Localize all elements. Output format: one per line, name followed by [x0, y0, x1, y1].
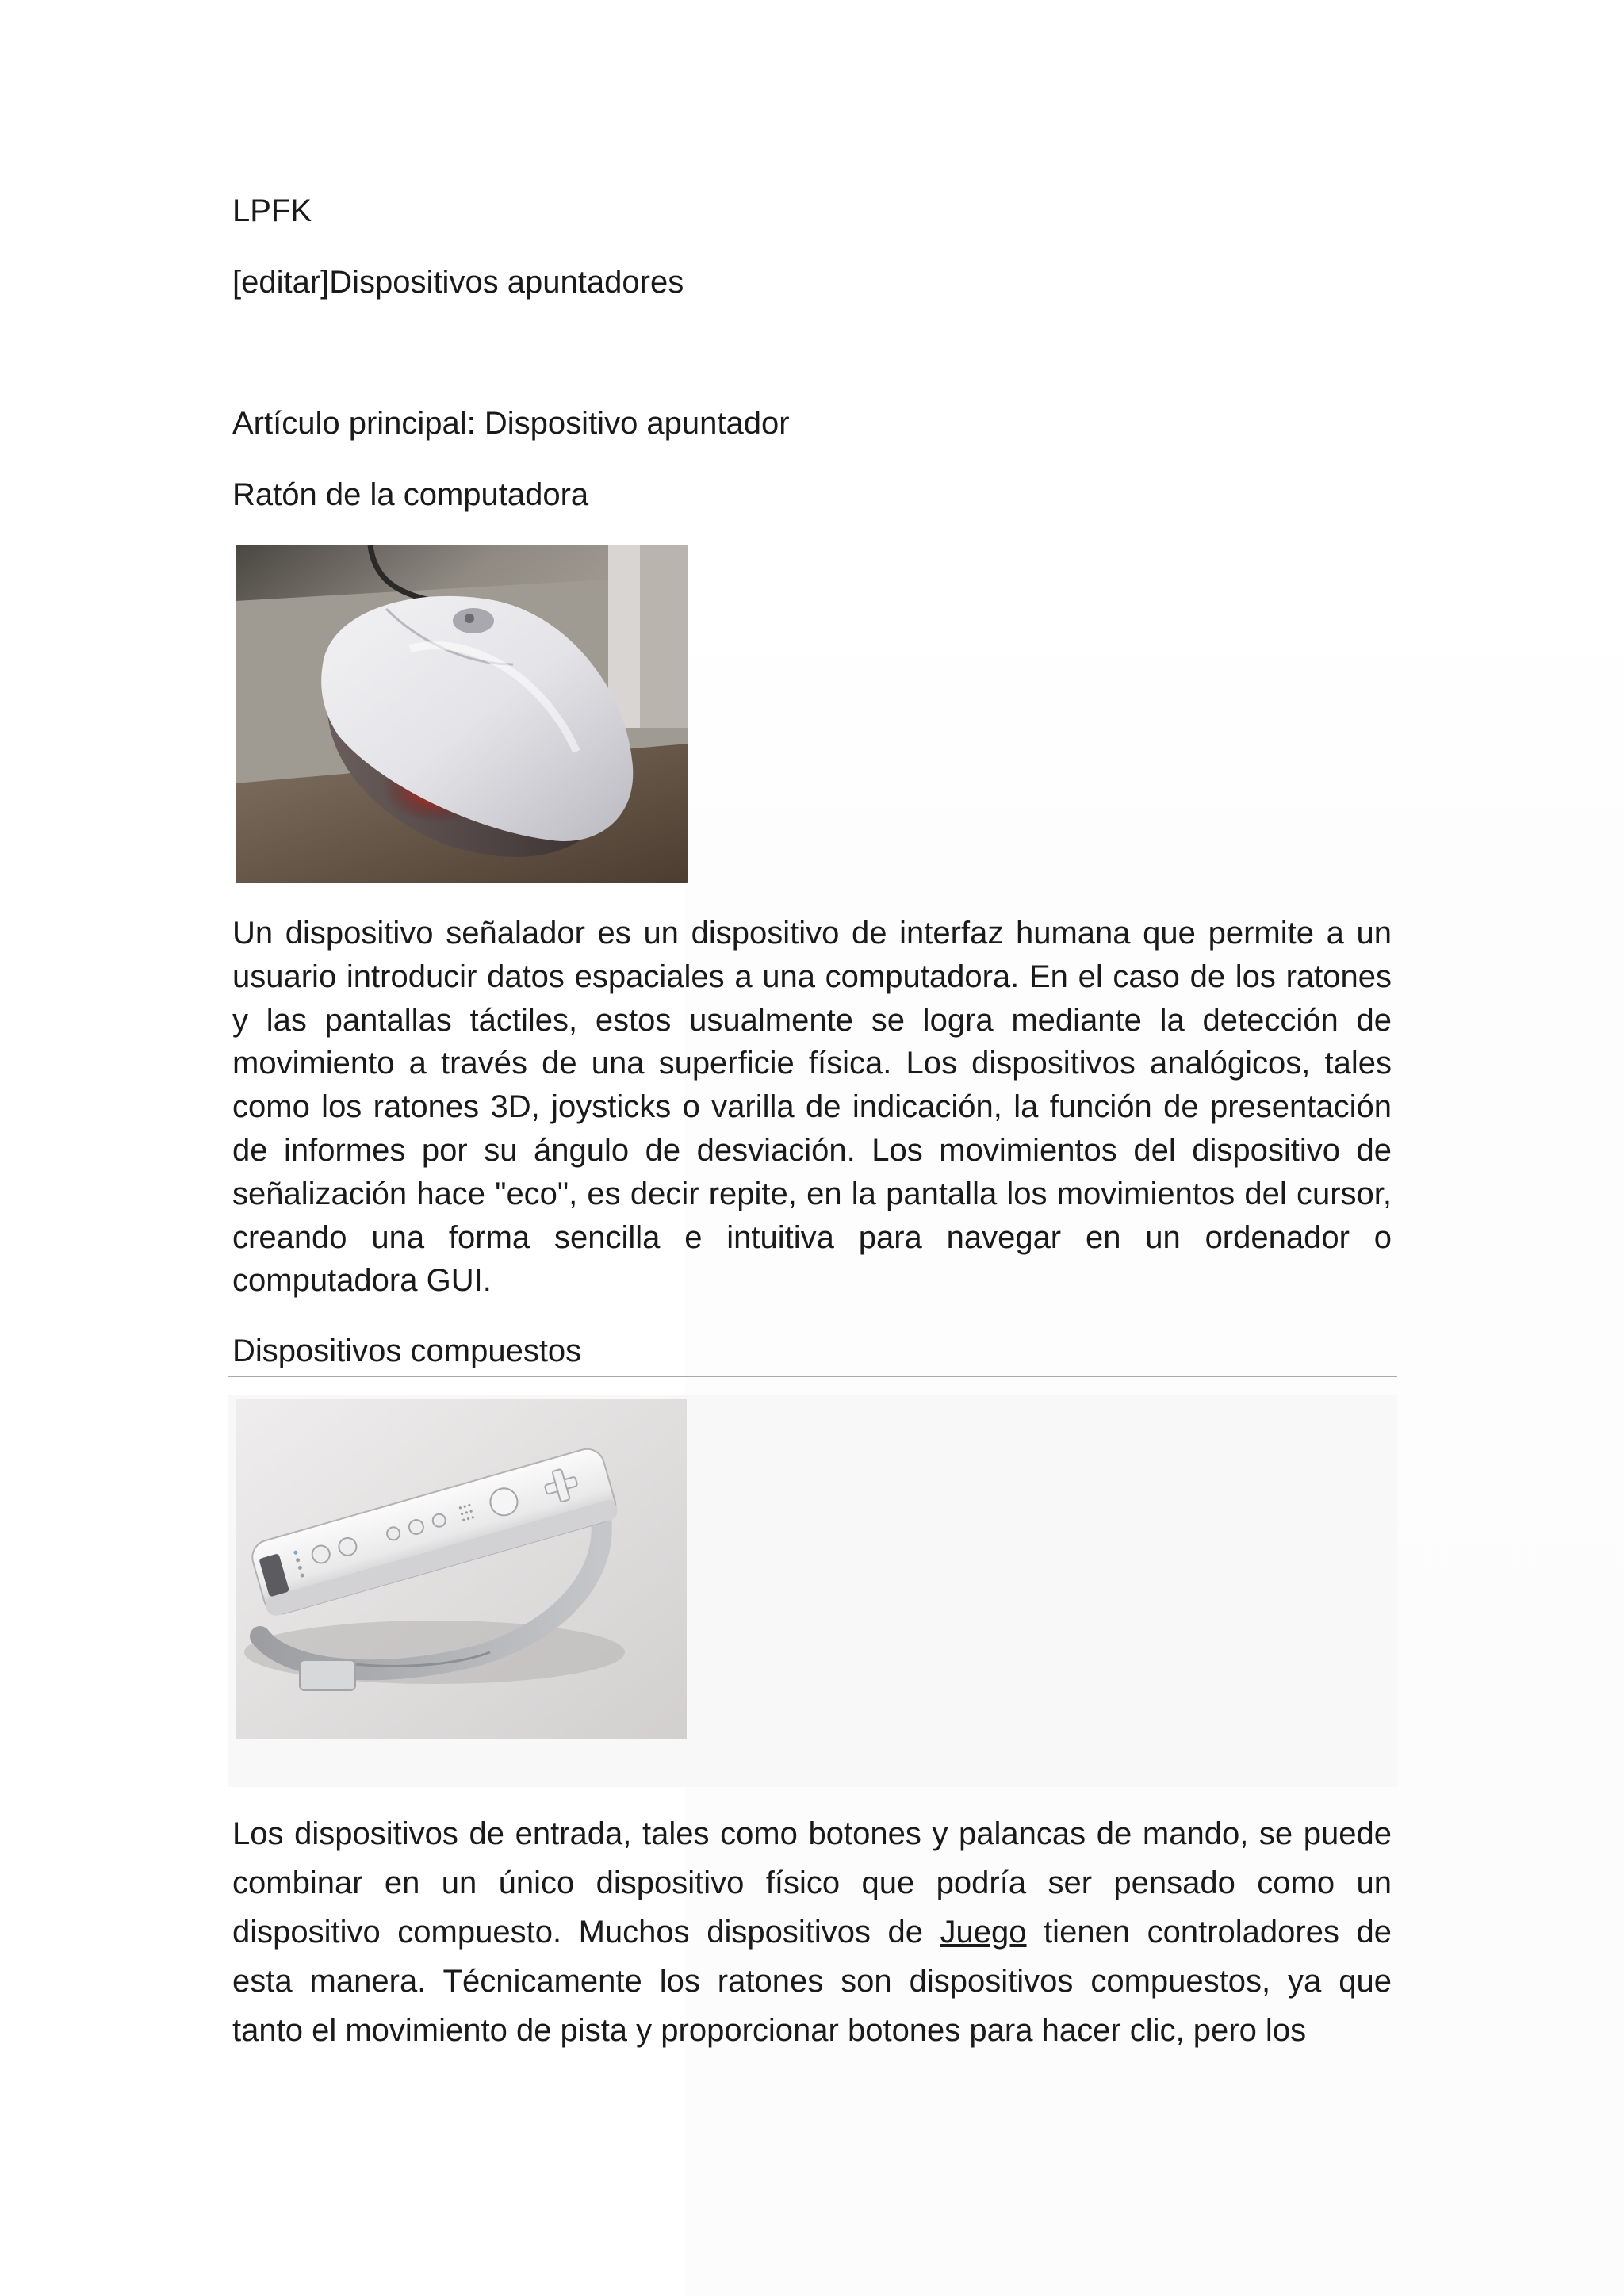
- heading-divider: [228, 1376, 1397, 1377]
- lpfk-line: LPFK: [232, 193, 312, 228]
- wii-remote-photo: [236, 1399, 687, 1739]
- compound-devices-heading: Dispositivos compuestos: [232, 1334, 582, 1368]
- paragraph-text-end: tienen controladores de esta manera. Técnicamente los ratones son dispositivos compuestos, ya que tanto el movimiento de pista y proporcionar botones para hacer clic, pero los: [232, 1915, 1392, 2048]
- compound-devices-paragraph: [232, 1809, 1392, 2055]
- pointing-device-paragraph: Un dispositivo señalador es un dispositivo de interfaz humana que permite a un usuario introducir datos espaciales a una computadora. En el caso de los ratones y las pantallas táctiles, estos usualmente se logra mediante la detección de movimiento a través de una superficie física. Los dispositivos analógicos, tales como los ratones 3D, joysticks o varilla de indicación, la función de presentación de informes por su ángulo de desviación. Los movimientos del dispositivo de señalización hace "eco", es decir repite, en la pantalla los movimientos del cursor, creando una forma sencilla e intuitiva para navegar en un ordenador o computadora GUI.: [232, 916, 1392, 1299]
- juego-link[interactable]: Juego: [940, 1915, 1027, 1950]
- mouse-caption: Ratón de la computadora: [232, 477, 589, 512]
- main-article-line: Artículo principal: Dispositivo apuntador: [232, 406, 790, 441]
- paragraph-text-start: Los dispositivos de entrada, tales como botones y palancas de mando, se puede combinar en un único dispositivo físico que podría ser pensado como un dispositivo compuesto. Muchos dispositivos de: [232, 1816, 1392, 1950]
- computer-mouse-photo: [236, 545, 688, 883]
- section-heading: [editar]Dispositivos apuntadores: [232, 265, 684, 300]
